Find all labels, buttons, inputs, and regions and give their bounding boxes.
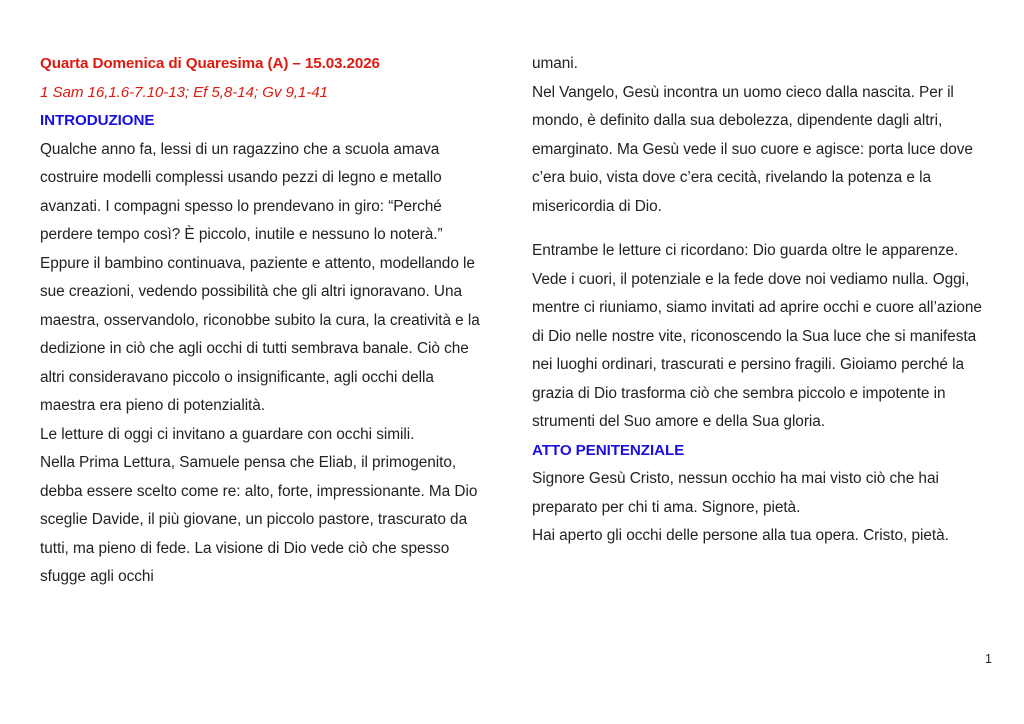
paragraph: Entrambe le letture ci ricordano: Dio guarda oltre le apparenze. Vede i cuori, il potenziale e la fede dove noi vediamo nulla. Oggi, mentre ci riuniamo, siamo invitati ad aprire occhi e cuore all’azione di Dio nelle nostre vite, riconoscendo la Sua luce che si manifesta nei luoghi ordinari, trascurati e persino fragili. Gioiamo perché la grazia di Dio trasforma ciò che sembra piccolo e impotente in strumenti del Suo amore e della Sua gloria. <box>532 242 982 430</box>
paragraph-continuation: umani. <box>532 55 578 72</box>
scripture-readings-line: 1 Sam 16,1.6-7.10-13; Ef 5,8-14; Gv 9,1-41 <box>40 83 328 101</box>
paragraph: Nella Prima Lettura, Samuele pensa che Eliab, il primogenito, debba essere scelto come re: alto, forte, impressionante. Ma Dio sceglie Davide, il più giovane, un piccolo pastore, trascurato da tutti, ma pieno di fede. La visione di Dio vede ciò che spesso sfugge agli occhi <box>40 454 478 585</box>
left-column <box>0 50 512 592</box>
heading-introduzione: INTRODUZIONE <box>40 112 155 129</box>
page-number: 1 <box>985 652 992 666</box>
heading-atto-penitenziale: ATTO PENITENZIALE <box>532 441 685 459</box>
document-title: Quarta Domenica di Quaresima (A) – 15.03.2026 <box>40 55 380 72</box>
penitential-line: Signore Gesù Cristo, nessun occhio ha mai visto ciò che hai preparato per chi ti ama. Signore, pietà. <box>532 470 939 516</box>
right-column <box>512 50 1024 592</box>
penitential-line: Hai aperto gli occhi delle persone alla tua opera. Cristo, pietà. <box>532 527 949 544</box>
paragraph: Le letture di oggi ci invitano a guardare con occhi simili. <box>40 425 415 443</box>
two-column-layout <box>0 50 1024 592</box>
paragraph: Qualche anno fa, lessi di un ragazzino che a scuola amava costruire modelli complessi usando pezzi di legno e metallo avanzati. I compagni spesso lo prendevano in giro: “Perché perdere tempo così? È piccolo, inutile e nessuno lo noterà.” Eppure il bambino continuava, paziente e attento, modellando le sue creazioni, vedendo possibilità che gli altri ignoravano. Una maestra, osservandolo, riconobbe subito la cura, la creatività e la dedizione in ciò che agli occhi di tutti sembrava banale. Ciò che altri consideravano piccolo o insignificante, agli occhi della maestra era pieno di potenzialità. <box>40 140 480 414</box>
paragraph: Nel Vangelo, Gesù incontra un uomo cieco dalla nascita. Per il mondo, è definito dalla sua debolezza, dipendente dagli altri, emarginato. Ma Gesù vede il suo cuore e agisce: porta luce dove c’era buio, vista dove c’era cecità, rivelando la potenza e la misericordia di Dio. <box>532 83 973 215</box>
